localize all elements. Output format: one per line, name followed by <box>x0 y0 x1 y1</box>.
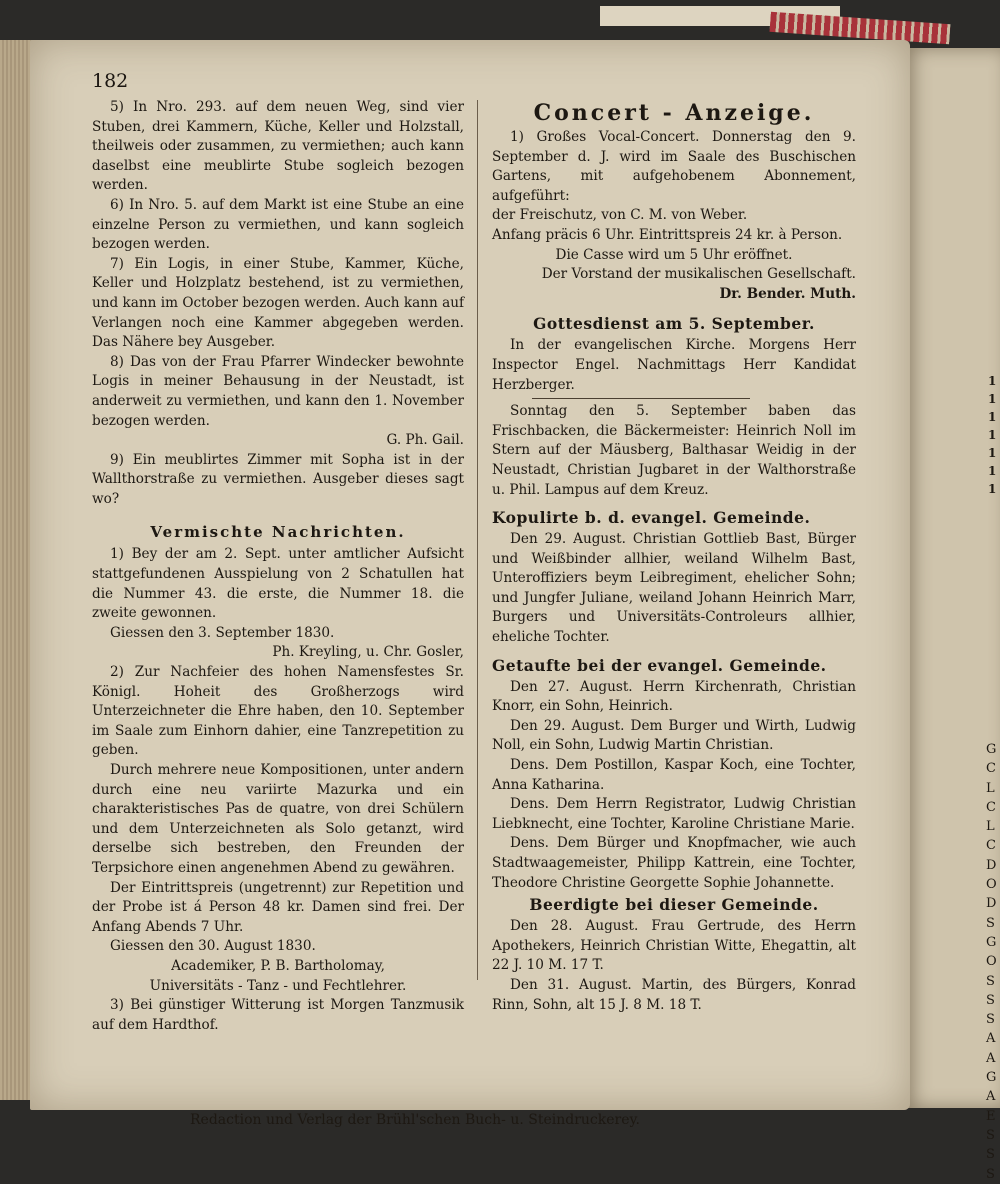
facing-page-numbers: 1 1 1 1 1 1 1 <box>988 374 997 496</box>
left-column <box>92 98 464 1035</box>
column-divider <box>477 100 478 980</box>
facing-page-letters: G C L C L C D O D S G O S S S A A G A E S S S <box>986 742 997 1182</box>
signature: Academiker, P. B. Bartholomay, <box>171 957 385 974</box>
ad-paragraph: 6) In Nro. 5. auf dem Markt ist eine Stube an eine einzelne Person zu vermiethen, und kann sogleich bezogen werden. <box>92 196 464 253</box>
concert-heading: Concert - Anzeige. <box>533 100 815 126</box>
signature: Ph. Kreyling, u. Chr. Gosler, <box>272 644 464 661</box>
ad-paragraph: 8) Das von der Frau Pfarrer Windecker bewohnte Logis in meiner Behausung in der Neustadt, ist anderweit zu vermiethen, und kann den 1. November bezogen werden. <box>92 353 464 429</box>
ad-paragraph: 9) Ein meublirtes Zimmer mit Sopha ist in der Wallthorstraße zu vermiethen. Ausgeber dieses sagt wo? <box>92 451 464 507</box>
concert-board: Der Vorstand der musikalischen Gesellschaft. <box>541 266 856 283</box>
section-heading: Vermischte Nachrichten. <box>150 523 406 542</box>
dateline: Giessen den 30. August 1830. <box>110 938 316 955</box>
ad-paragraph: 5) In Nro. 293. auf dem neuen Weg, sind vier Stuben, drei Kammern, Küche, Keller und Holzstall, theilweis oder zusammen, zu vermiethen; auch kann daselbst eine meublirte Stube sogleich bezogen werden. <box>92 99 464 194</box>
buried-heading: Beerdigte bei dieser Gemeinde. <box>529 895 819 915</box>
right-column <box>492 98 856 1015</box>
concert-start: Anfang präcis 6 Uhr. Eintrittspreis 24 kr. à Person. <box>492 226 843 243</box>
page-number: 182 <box>92 70 129 92</box>
service-heading: Gottesdienst am 5. September. <box>533 314 815 334</box>
notice-paragraph: 3) Bei günstiger Witterung ist Morgen Tanzmusik auf dem Hardthof. <box>92 997 464 1033</box>
baptized-entry: Dens. Dem Herrn Registrator, Ludwig Christian Liebknecht, eine Tochter, Karoline Christiane Marie. <box>492 796 856 832</box>
ad-paragraph: 7) Ein Logis, in einer Stube, Kammer, Küche, Keller und Holzplatz bestehend, ist zu vermiethen, und kann im October bezogen werden. Auch kann auf Verlangen noch eine Kammer abgegeben werden. Das Nähere bey Ausgeber. <box>92 255 464 351</box>
notice-paragraph: Der Eintrittspreis (ungetrennt) zur Repetition und der Probe ist á Person 48 kr. Damen sind frei. Der Anfang Abends 7 Uhr. <box>92 879 464 935</box>
concert-box-office: Die Casse wird um 5 Uhr eröffnet. <box>555 246 793 263</box>
separator-rule <box>532 398 750 399</box>
baptized-entry: Den 27. August. Herrn Kirchenrath, Christian Knorr, ein Sohn, Heinrich. <box>492 678 856 715</box>
baptized-entry: Dens. Dem Postillon, Kaspar Koch, eine Tochter, Anna Katharina. <box>492 757 856 793</box>
signature-title: Universitäts - Tanz - und Fechtlehrer. <box>149 977 407 994</box>
baptized-heading: Getaufte bei der evangel. Gemeinde. <box>492 655 827 675</box>
buried-entry: Den 31. August. Martin, des Bürgers, Konrad Rinn, Sohn, alt 15 J. 8 M. 18 T. <box>492 976 856 1013</box>
concert-text: 1) Großes Vocal-Concert. Donnerstag den 9. September d. J. wird im Saale des Buschischen Gartens, mit aufgehobenem Abonnement, aufgeführt: <box>492 129 856 204</box>
baptized-entry: Den 29. August. Dem Burger und Wirth, Ludwig Noll, ein Sohn, Ludwig Martin Christian. <box>492 717 856 754</box>
buried-entry: Den 28. August. Frau Gertrude, des Herrn Apothekers, Heinrich Christian Witte, Ehegattin, alt 22 J. 10 M. 17 T. <box>492 918 856 974</box>
bakers-text: Sonntag den 5. September baben das Frischbacken, die Bäckermeister: Heinrich Noll im Stern auf der Mäusberg, Balthasar Weidig in der Neustadt, Christian Jugbaret in der Walthorstraße u. Phil. Lampus auf dem Kreuz. <box>492 403 856 498</box>
married-heading: Kopulirte b. d. evangel. Gemeinde. <box>492 508 811 528</box>
baptized-entry: Dens. Dem Bürger und Knopfmacher, wie auch Stadtwaagemeister, Philipp Kattrein, eine Tochter, Theodore Christine Georgette Sophie Johannette. <box>492 835 856 891</box>
concert-signature: Dr. Bender. Muth. <box>719 285 856 302</box>
married-text: Den 29. August. Christian Gottlieb Bast, Bürger und Weißbinder allhier, weiland Wilhelm Bast, Unteroffiziers beym Leibregiment, ehelicher Sohn; und Jungfer Juliane, weiland Johann Heinrich Marr, Burgers und Universitäts-Controleurs allhier, eheliche Tochter. <box>492 531 856 646</box>
imprint-footer: Redaction und Verlag der Brühl'schen Buch- u. Steindruckerey. <box>190 1112 640 1128</box>
dateline: Giessen den 3. September 1830. <box>110 624 335 641</box>
concert-piece: der Freischutz, von C. M. von Weber. <box>492 207 748 224</box>
notice-paragraph: 1) Bey der am 2. Sept. unter amtlicher Aufsicht stattgefundenen Ausspielung von 2 Schatullen hat die Nummer 43. die erste, die Nummer 18. die zweite gewonnen. <box>92 546 464 622</box>
service-text: In der evangelischen Kirche. Morgens Herr Inspector Engel. Nachmittags Herr Kandidat Herzberger. <box>492 337 856 393</box>
notice-paragraph: 2) Zur Nachfeier des hohen Namensfestes Sr. Königl. Hoheit des Großherzogs wird Unterzeichneter die Ehre haben, den 10. September im Saale zum Einhorn dahier, eine Tanzrepetition zu geben. <box>92 664 464 759</box>
notice-paragraph: Durch mehrere neue Kompositionen, unter andern durch eine neu variirte Mazurka und ein charakteristisches Pas de quatre, von drei Schülern und dem Unterzeichneten als Solo getanzt, wird derselbe sich bestreben, den Freunden der Terpsichore einen angenehmen Abend zu gewähren. <box>92 762 464 876</box>
signature: G. Ph. Gail. <box>386 432 464 449</box>
